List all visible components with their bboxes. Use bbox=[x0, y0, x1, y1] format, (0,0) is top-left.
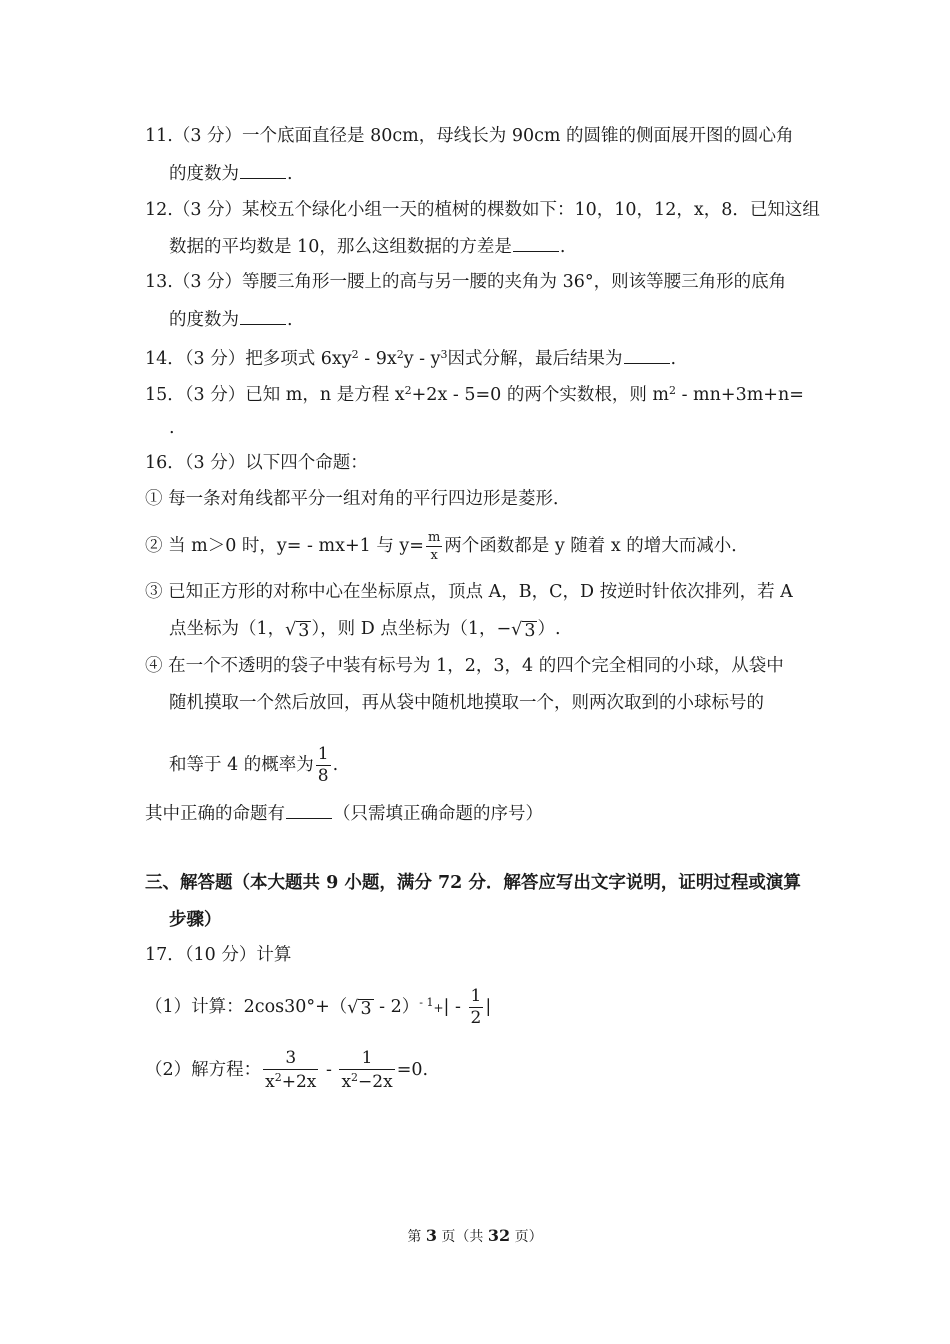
q15-line1: 15．（3 分）已知 m，n 是方程 $x^2+2x - 5=0$ 的两个实数根，则 $m^2 - mn+3m+n=$ bbox=[145, 384, 804, 405]
answer-blank[interactable] bbox=[240, 309, 286, 325]
q17-title: 17．（10 分）计算 bbox=[145, 945, 292, 965]
q16-prop3-line1: ③ 已知正方形的对称中心在坐标原点，顶点 A，B，C，D 按逆时针依次排列，若 A bbox=[145, 582, 793, 602]
fraction-1-over-x2-minus-2x: $\frac{1}{x^2-2x}$ bbox=[341, 1048, 393, 1092]
q16-prop4-line2: 随机摸取一个然后放回，再从袋中随机地摸取一个，则两次取到的小球标号的 bbox=[169, 693, 764, 713]
radical-icon: √ bbox=[285, 619, 297, 640]
q12-line2: 数据的平均数是 10，那么这组数据的方差是 . bbox=[169, 237, 566, 257]
q16-prop3-line2: 点坐标为（1， √ 3 ），则 D 点坐标为（1，− √ 3 ）. bbox=[169, 619, 561, 642]
q11-line1: 11.（3 分）一个底面直径是 80cm，母线长为 90cm 的圆锥的侧面展开图的圆心角 bbox=[145, 126, 794, 146]
sqrt-3: √ 3 bbox=[285, 619, 310, 642]
answer-blank[interactable] bbox=[624, 348, 670, 364]
answer-blank[interactable] bbox=[240, 163, 286, 179]
q16-prop4-line3: 和等于 4 的概率为 $\frac{1}{8}$ . bbox=[169, 744, 339, 786]
total-pages: 32 bbox=[487, 1226, 511, 1245]
section-heading: 三、解答题（本大题共 9 小题，满分 72 分．解答应写出文字说明，证明过程或演算 bbox=[145, 873, 801, 893]
q16-title: 16．（3 分）以下四个命题： bbox=[145, 453, 368, 473]
page-number: 3 bbox=[425, 1226, 437, 1245]
q13-line1: 13.（3 分）等腰三角形一腰上的高与另一腰的夹角为 36°，则该等腰三角形的底角 bbox=[145, 272, 787, 292]
sqrt-3: √ 3 bbox=[347, 997, 372, 1020]
q16-answer: 其中正确的命题有 （只需填正确命题的序号） bbox=[145, 804, 543, 824]
answer-blank[interactable] bbox=[513, 236, 559, 252]
fraction-one-half: $\frac{1}{2}$ bbox=[470, 986, 482, 1028]
q11-line2: 的度数为 . bbox=[169, 164, 293, 184]
q16-prop1: ① 每一条对角线都平分一组对角的平行四边形是菱形． bbox=[145, 489, 571, 509]
q14-line: 14．（3 分）把多项式 $6xy^2 - 9x^2y - y^3$因式分解，最后结果为 . bbox=[145, 348, 677, 369]
q13-line2: 的度数为 . bbox=[169, 310, 293, 330]
q12-line1: 12.（3 分）某校五个绿化小组一天的植树的棵数如下：10，10，12，x，8．已知这组 bbox=[145, 200, 820, 220]
answer-blank[interactable] bbox=[286, 803, 332, 819]
fraction-3-over-x2-plus-2x: $\frac{3}{x^2+2x}$ bbox=[265, 1048, 317, 1092]
q15-line2: . bbox=[169, 418, 175, 438]
q17-part2: （2）解方程： $\frac{3}{x^2+2x}$ - $\frac{1}{x^2-2x}$ =0. bbox=[145, 1048, 429, 1092]
section-heading-line2: 步骤） bbox=[169, 910, 222, 930]
fraction-m-over-x: $\frac{m}{x}$ bbox=[427, 530, 441, 563]
fraction-one-eighth: $\frac{1}{8}$ bbox=[317, 744, 329, 786]
radical-icon: √ bbox=[511, 619, 523, 640]
radical-icon: √ bbox=[347, 997, 359, 1018]
q16-prop4-line1: ④ 在一个不透明的袋子中装有标号为 1，2，3，4 的四个完全相同的小球，从袋中 bbox=[145, 656, 784, 676]
q17-part1: （1）计算：2cos30°+（ √ 3 - 2）$^{- 1}$+| - $\frac{1}{2}$ | bbox=[145, 986, 492, 1028]
sqrt-3: √ 3 bbox=[511, 619, 536, 642]
q16-prop2: ② 当 m＞0 时，y= - mx+1 与 y= $\frac{m}{x}$ 两个函数都是 y 随着 x 的增大而减小． bbox=[145, 530, 749, 563]
page-footer: 第 3 页（共 32 页） bbox=[407, 1226, 543, 1245]
